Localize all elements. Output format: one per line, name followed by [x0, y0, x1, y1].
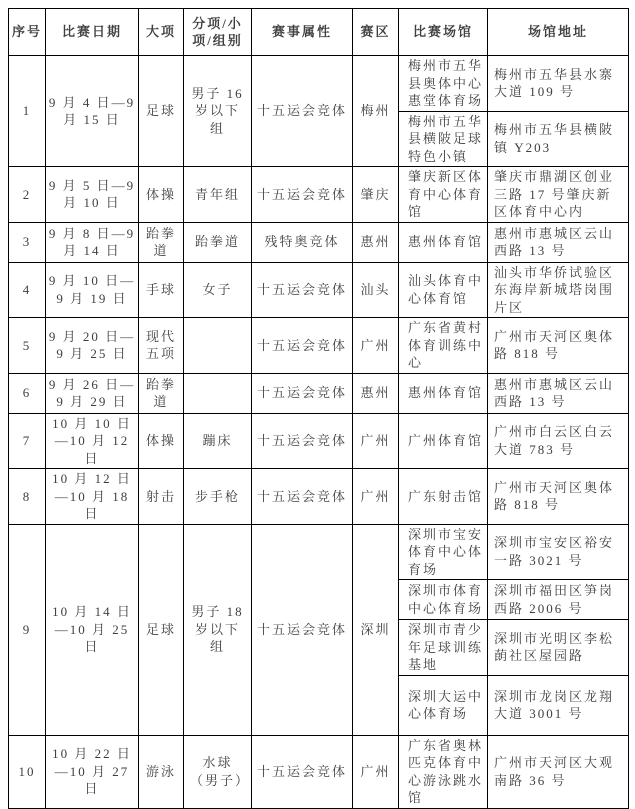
cell-no: 5 [9, 318, 46, 374]
cell-zone: 广州 [353, 469, 399, 525]
header-no: 序号 [9, 9, 46, 56]
cell-zone: 梅州 [353, 56, 399, 167]
header-sport: 大项 [139, 9, 184, 56]
cell-no: 2 [9, 167, 46, 223]
table-row [9, 373, 629, 413]
cell-address: 惠州市惠城区云山西路 13 号 [488, 373, 629, 413]
cell-event: 青年组 [184, 167, 252, 223]
table-row [9, 413, 629, 469]
cell-venue: 广东射击馆 [399, 469, 488, 525]
cell-zone: 惠州 [353, 373, 399, 413]
cell-address: 深圳市龙岗区龙翔大道 3001 号 [488, 675, 629, 735]
cell-venue: 深圳市体育中心体育场 [399, 580, 488, 620]
cell-attribute: 残特奥竞体 [252, 222, 353, 262]
cell-venue: 梅州市五华县横陂足球特色小镇 [399, 111, 488, 167]
cell-date: 9 月 4 日—9 月 15 日 [46, 56, 139, 167]
cell-address: 梅州市五华县横陂镇 Y203 [488, 111, 629, 167]
table-row [9, 167, 629, 223]
cell-address: 深圳市福田区笋岗西路 2006 号 [488, 580, 629, 620]
cell-zone: 广州 [353, 318, 399, 374]
header-date: 比赛日期 [46, 9, 139, 56]
cell-address: 惠州市惠城区云山西路 13 号 [488, 222, 629, 262]
cell-no: 3 [9, 222, 46, 262]
cell-zone: 广州 [353, 735, 399, 808]
cell-event: 男子 18 岁以下组 [184, 524, 252, 735]
cell-attribute: 十五运会竞体 [252, 524, 353, 735]
cell-date: 9 月 8 日—9 月 14 日 [46, 222, 139, 262]
header-venue: 比赛场馆 [399, 9, 488, 56]
cell-sport: 足球 [139, 56, 184, 167]
cell-event: 男子 16 岁以下组 [184, 56, 252, 167]
cell-sport: 射击 [139, 469, 184, 525]
table-row [9, 56, 629, 112]
cell-venue: 深圳市青少年足球训练基地 [399, 620, 488, 676]
cell-event [184, 318, 252, 374]
cell-sport: 现代五项 [139, 318, 184, 374]
header-address: 场馆地址 [488, 9, 629, 56]
cell-address: 肇庆市鼎湖区创业三路 17 号肇庆新区体育中心内 [488, 167, 629, 223]
cell-attribute: 十五运会竞体 [252, 373, 353, 413]
cell-address: 深圳市宝安区裕安一路 3021 号 [488, 524, 629, 580]
cell-date: 9 月 20 日—9 月 25 日 [46, 318, 139, 374]
table-row [9, 469, 629, 525]
table-row [9, 262, 629, 318]
cell-attribute: 十五运会竞体 [252, 318, 353, 374]
cell-venue: 梅州市五华县奥体中心惠堂体育场 [399, 56, 488, 112]
cell-attribute: 十五运会竞体 [252, 56, 353, 167]
cell-sport: 跆拳道 [139, 373, 184, 413]
cell-zone: 深圳 [353, 524, 399, 735]
table-row [9, 318, 629, 374]
cell-date: 10 月 22 日—10 月 27 日 [46, 735, 139, 808]
cell-zone: 肇庆 [353, 167, 399, 223]
cell-no: 4 [9, 262, 46, 318]
cell-address: 广州市白云区白云大道 783 号 [488, 413, 629, 469]
cell-address: 广州市天河区奥体路 818 号 [488, 469, 629, 525]
header-attribute: 赛事属性 [252, 9, 353, 56]
header-event: 分项/小项/组别 [184, 9, 252, 56]
header-zone: 赛区 [353, 9, 399, 56]
cell-date: 10 月 12 日—10 月 18 日 [46, 469, 139, 525]
cell-no: 8 [9, 469, 46, 525]
cell-sport: 跆拳道 [139, 222, 184, 262]
competition-schedule-table [8, 8, 629, 809]
cell-address: 汕头市华侨试验区东海岸新城塔岗围片区 [488, 262, 629, 318]
cell-attribute: 十五运会竞体 [252, 167, 353, 223]
cell-no: 6 [9, 373, 46, 413]
cell-sport: 足球 [139, 524, 184, 735]
header-row [9, 9, 629, 56]
cell-address: 广州市天河区奥体路 818 号 [488, 318, 629, 374]
table-row [9, 524, 629, 580]
cell-venue: 惠州体育馆 [399, 373, 488, 413]
cell-event: 女子 [184, 262, 252, 318]
cell-address: 深圳市光明区李松蓢社区屋园路 [488, 620, 629, 676]
cell-sport: 体操 [139, 167, 184, 223]
cell-attribute: 十五运会竞体 [252, 413, 353, 469]
cell-venue: 惠州体育馆 [399, 222, 488, 262]
cell-zone: 惠州 [353, 222, 399, 262]
cell-event: 步手枪 [184, 469, 252, 525]
cell-attribute: 十五运会竞体 [252, 469, 353, 525]
cell-date: 9 月 10 日—9 月 19 日 [46, 262, 139, 318]
cell-zone: 汕头 [353, 262, 399, 318]
table-row [9, 222, 629, 262]
cell-date: 10 月 14 日—10 月 25 日 [46, 524, 139, 735]
cell-venue: 深圳大运中心体育场 [399, 675, 488, 735]
cell-venue: 广东省奥林匹克体育中心游泳跳水馆 [399, 735, 488, 808]
cell-attribute: 十五运会竞体 [252, 735, 353, 808]
cell-event: 蹦床 [184, 413, 252, 469]
cell-event [184, 373, 252, 413]
cell-venue: 广州体育馆 [399, 413, 488, 469]
cell-zone: 广州 [353, 413, 399, 469]
cell-sport: 游泳 [139, 735, 184, 808]
cell-no: 9 [9, 524, 46, 735]
cell-sport: 体操 [139, 413, 184, 469]
cell-venue: 深圳市宝安体育中心体育场 [399, 524, 488, 580]
cell-no: 1 [9, 56, 46, 167]
cell-no: 10 [9, 735, 46, 808]
table-row [9, 735, 629, 808]
cell-venue: 汕头体育中心体育馆 [399, 262, 488, 318]
cell-date: 9 月 5 日—9 月 10 日 [46, 167, 139, 223]
cell-address: 广州市天河区大观南路 36 号 [488, 735, 629, 808]
cell-attribute: 十五运会竞体 [252, 262, 353, 318]
cell-date: 9 月 26 日—9 月 29 日 [46, 373, 139, 413]
cell-venue: 广东省黄村体育训练中心 [399, 318, 488, 374]
cell-date: 10 月 10 日—10 月 12 日 [46, 413, 139, 469]
cell-no: 7 [9, 413, 46, 469]
cell-event: 跆拳道 [184, 222, 252, 262]
cell-venue: 肇庆新区体育中心体育馆 [399, 167, 488, 223]
cell-sport: 手球 [139, 262, 184, 318]
cell-event: 水球（男子） [184, 735, 252, 808]
cell-address: 梅州市五华县水寨大道 109 号 [488, 56, 629, 112]
